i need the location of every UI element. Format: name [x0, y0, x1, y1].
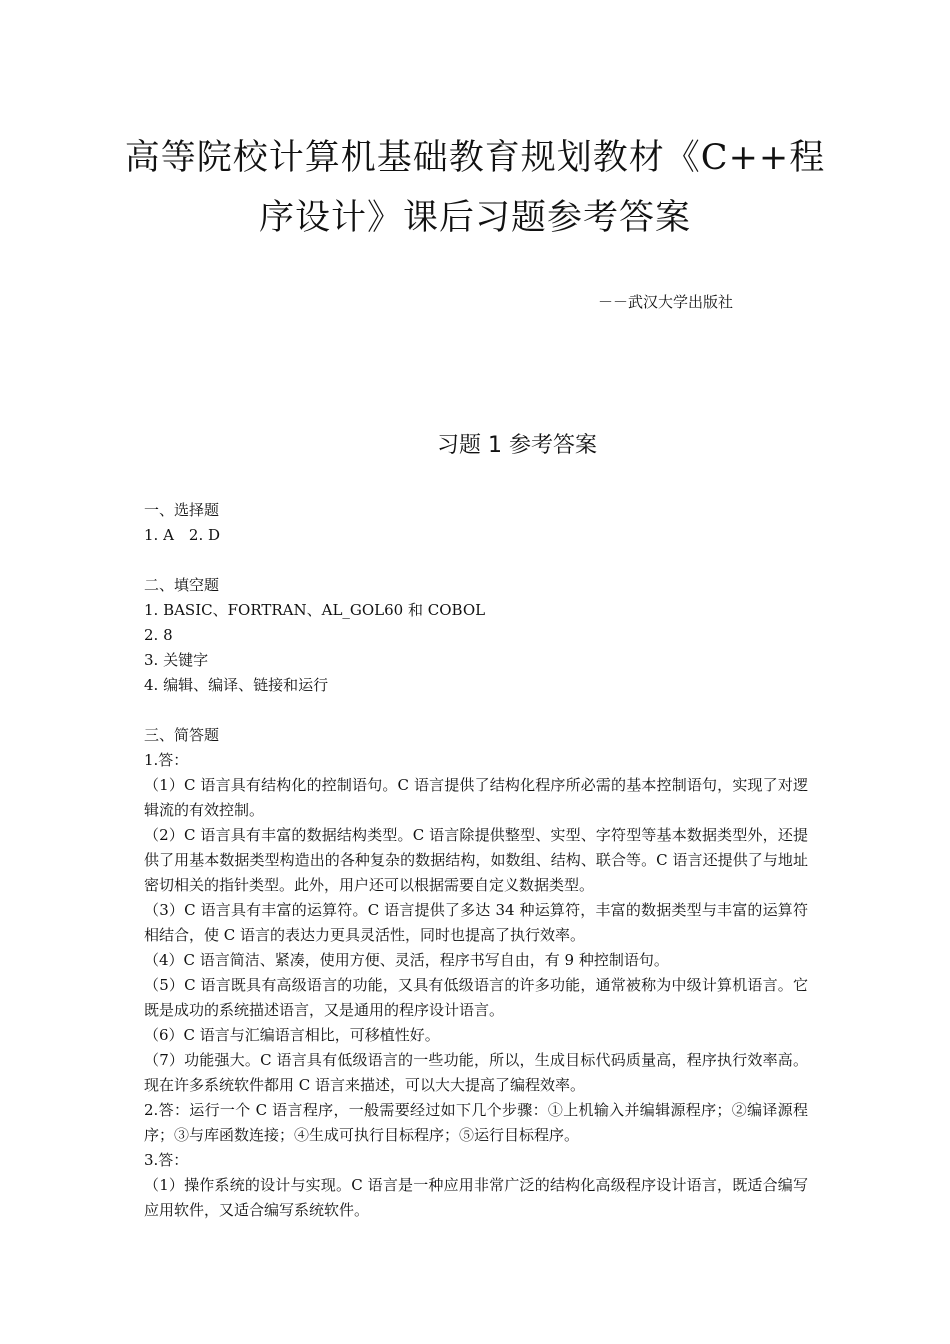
document-title-line-1: 高等院校计算机基础教育规划教材《C++程 — [124, 138, 826, 178]
choice-answers: 1. A 2. D — [144, 526, 221, 544]
document-title-line-2: 序设计》课后习题参考答案 — [258, 198, 691, 238]
fill-answer-4: 4. 编辑、编译、链接和运行 — [144, 676, 329, 694]
choice-heading: 一、选择题 — [144, 501, 220, 519]
question-1-point-2: （2）C 语言具有丰富的数据结构类型。C 语言除提供整型、实型、字符型等基本数据类型外，还提供了用基本数据类型构造出的各种复杂的数据结构，如数组、结构、联合等。C 语言还提供了与地址密切相关的指针类型。此外，用户还可以根据需要自定义数据类型。 — [144, 826, 808, 894]
question-1-label: 1.答： — [144, 751, 189, 769]
fill-answer-1: 1. BASIC、FORTRAN、AL_GOL60 和 COBOL — [144, 601, 486, 619]
short-answer-heading: 三、简答题 — [144, 726, 220, 744]
document-title — [120, 128, 830, 248]
answer-content — [144, 498, 808, 1223]
question-1-point-3: （3）C 语言具有丰富的运算符。C 语言提供了多达 34 种运算符，丰富的数据类型与丰富的运算符相结合，使 C 语言的表达力更具灵活性，同时也提高了执行效率。 — [144, 901, 808, 944]
fill-answer-3: 3. 关键字 — [144, 651, 209, 669]
question-1-point-6: （6）C 语言与汇编语言相比，可移植性好。 — [144, 1026, 440, 1044]
question-3-point-1: （1）操作系统的设计与实现。C 语言是一种应用非常广泛的结构化高级程序设计语言，既适合编写应用软件，又适合编写系统软件。 — [144, 1176, 808, 1219]
question-1-point-7: （7）功能强大。C 语言具有低级语言的一些功能，所以，生成目标代码质量高，程序执行效率高。现在许多系统软件都用 C 语言来描述，可以大大提高了编程效率。 — [144, 1051, 808, 1094]
question-3-label: 3.答： — [144, 1151, 189, 1169]
section-heading: 习题 1 参考答案 — [437, 433, 597, 458]
question-1-point-4: （4）C 语言简洁、紧凑，使用方便、灵活，程序书写自由，有 9 种控制语句。 — [144, 951, 669, 969]
spacer — [144, 548, 808, 573]
question-1-point-1: （1）C 语言具有结构化的控制语句。C 语言提供了结构化程序所必需的基本控制语句，实现了对逻辑流的有效控制。 — [144, 776, 808, 819]
fill-heading: 二、填空题 — [144, 576, 220, 594]
spacer — [144, 698, 808, 723]
question-1-point-5: （5）C 语言既具有高级语言的功能，又具有低级语言的许多功能，通常被称为中级计算机语言。它既是成功的系统描述语言，又是通用的程序设计语言。 — [144, 976, 808, 1019]
question-2-answer: 2.答：运行一个 C 语言程序，一般需要经过如下几个步骤：①上机输入并编辑源程序；②编译源程序；③与库函数连接；④生成可执行目标程序；⑤运行目标程序。 — [144, 1101, 808, 1144]
publisher-credit: －－武汉大学出版社 — [598, 293, 734, 311]
fill-answer-2: 2. 8 — [144, 626, 173, 644]
